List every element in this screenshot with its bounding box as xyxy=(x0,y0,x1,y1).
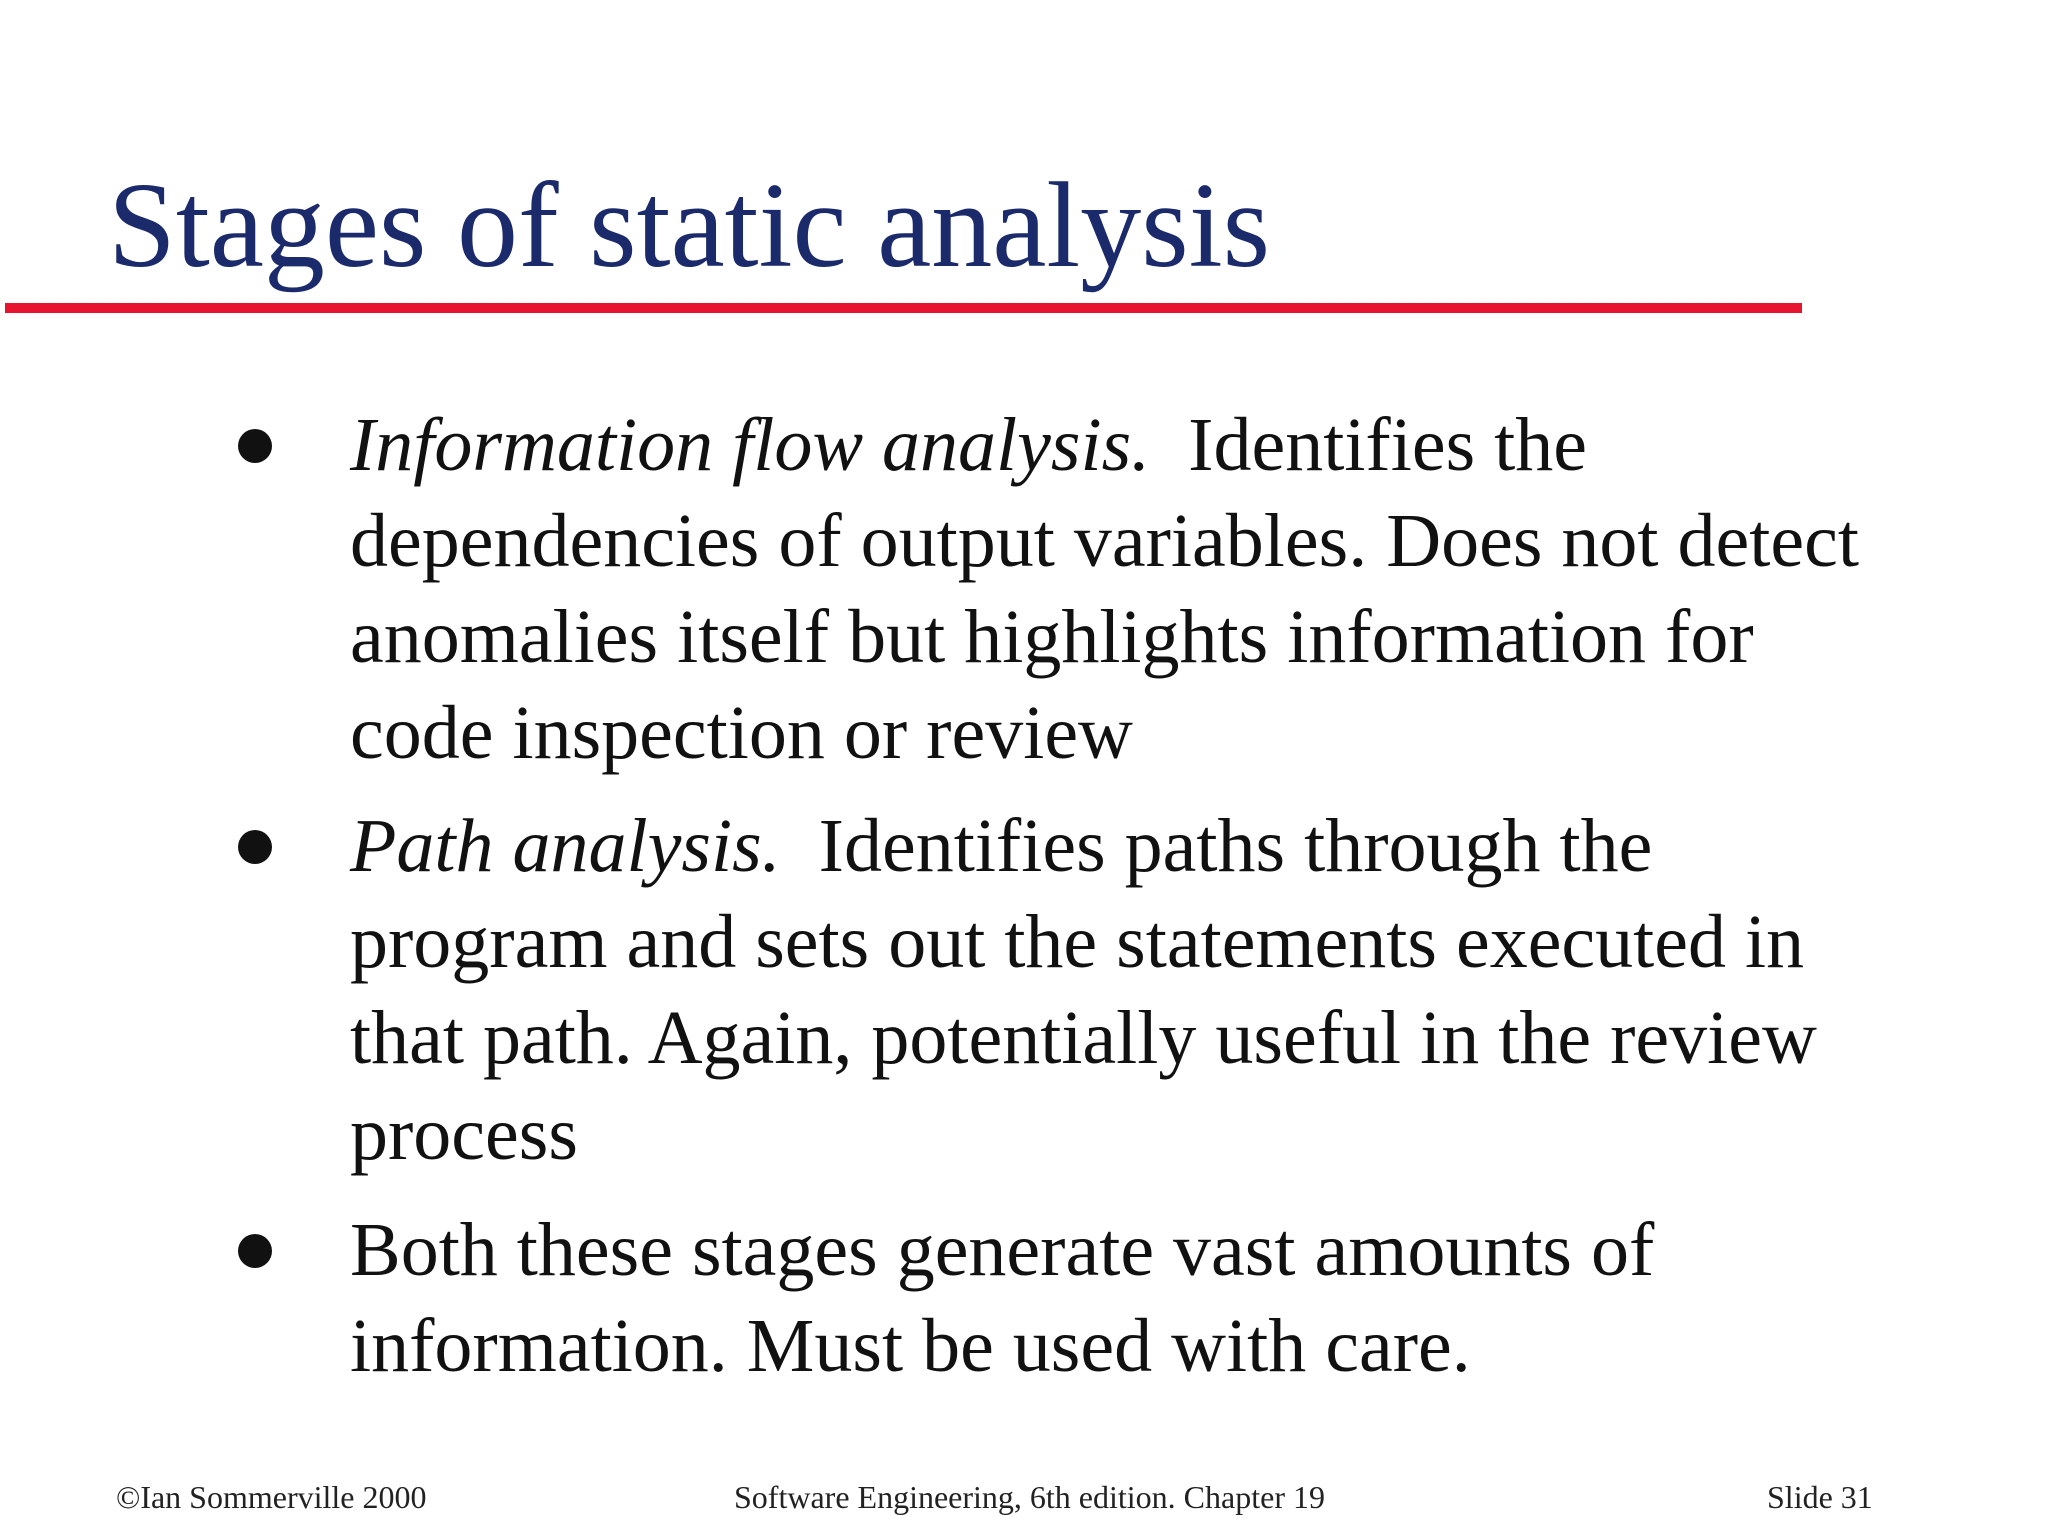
footer-book-reference: Software Engineering, 6th edition. Chapter 19 xyxy=(734,1479,1325,1515)
bullet-body: Both these stages generate vast amounts of information. Must be used with care. xyxy=(350,1208,1655,1388)
bullet-body: Identifies the dependencies of output variables. Does not detect anomalies itself but highlights information for code inspection or review xyxy=(350,403,1859,775)
bullet-text xyxy=(350,798,1890,1182)
footer-slide-number: Slide 31 xyxy=(1767,1479,1873,1515)
bullet-text xyxy=(350,397,1890,781)
bullet-term: Information flow analysis. xyxy=(350,403,1151,487)
bullet-term: Path analysis. xyxy=(350,804,781,888)
bullet-dot-icon xyxy=(238,429,272,463)
slide-title: Stages of static analysis xyxy=(108,158,1271,293)
bullet-body: Identifies paths through the program and sets out the statements executed in that path. Again, potentially useful in the review process xyxy=(350,804,1817,1176)
bullet-dot-icon xyxy=(238,830,272,864)
footer-copyright: ©Ian Sommerville 2000 xyxy=(116,1479,427,1515)
bullet-dot-icon xyxy=(238,1234,272,1268)
bullet-text xyxy=(350,1202,1890,1394)
